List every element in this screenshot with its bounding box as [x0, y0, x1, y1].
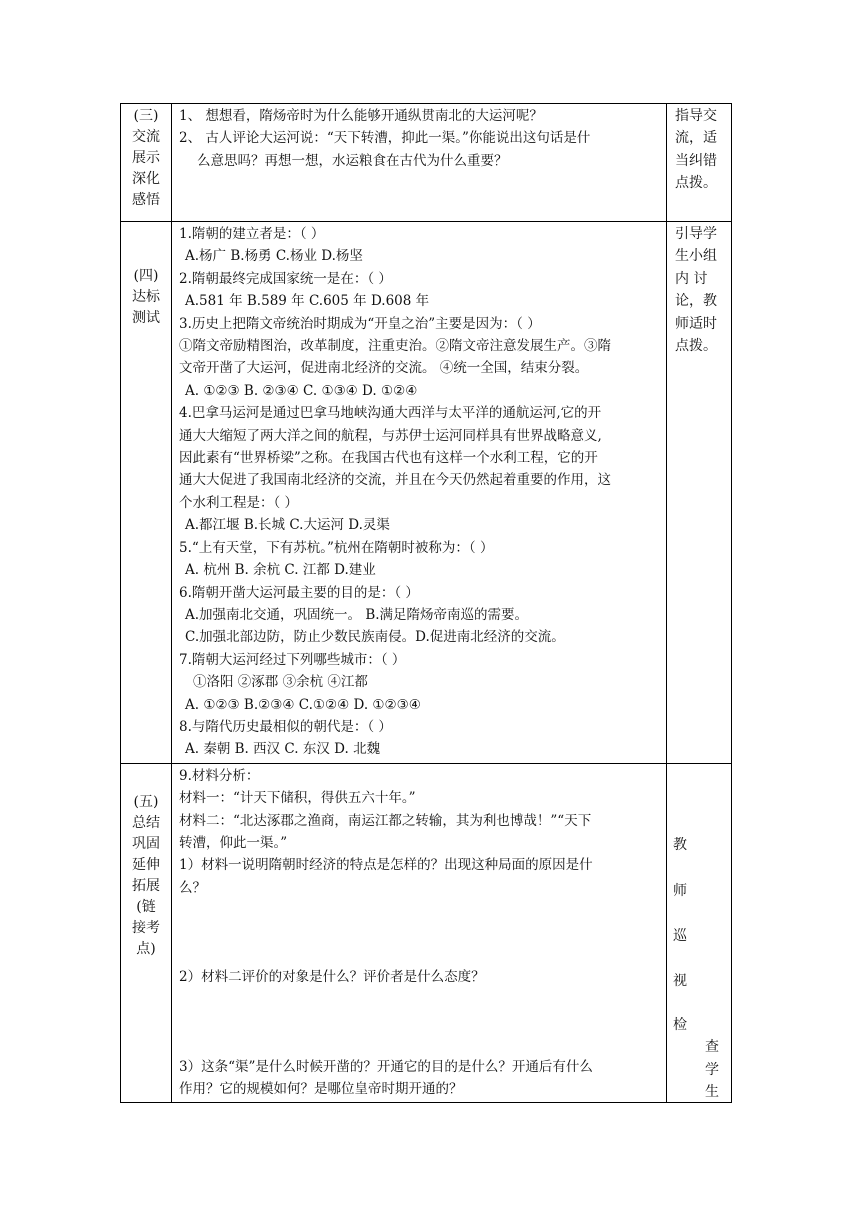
stage-line: 延伸	[132, 856, 160, 873]
stage-line: 接考	[132, 919, 160, 936]
teacher-note-cell	[667, 763, 732, 1103]
section-3-row	[121, 104, 732, 222]
question-line: 3.历史上把隋文帝统治时期成为“开皇之治”主要是因为：（ ）	[179, 315, 541, 332]
question-line: 4.巴拿马运河是通过巴拿马地峡沟通大西洋与太平洋的通航运河,它的开	[179, 405, 602, 422]
note-char: 巡	[673, 927, 687, 944]
answer-space	[179, 989, 662, 1056]
content-cell	[172, 222, 667, 764]
material-line: 材料一：“计天下储积，得供五六十年。”	[179, 790, 416, 807]
question-line: 通大大缩短了两大洋之间的航程，与苏伊士运河同样具有世界战略意义,	[179, 427, 602, 444]
stage-line: 拓展	[132, 877, 160, 894]
note-char: 教	[673, 836, 687, 853]
stage-line: 达标	[132, 289, 160, 305]
question-line: 6.隋朝开凿大运河最主要的目的是：（ ）	[179, 584, 419, 601]
stage-cell	[121, 763, 172, 1103]
note-char: 检	[673, 1016, 687, 1033]
question-line: 2.隋朝最终完成国家统一是在：（ ）	[179, 270, 392, 287]
stage-line: (四)	[133, 268, 159, 284]
stage-line: 深化	[132, 171, 160, 187]
stage-line: (三)	[133, 108, 159, 124]
stage-line: 巩固	[132, 835, 160, 852]
question-line: 5.“上有天堂，下有苏杭。”杭州在隋朝时被称为：（ ）	[179, 539, 494, 556]
stage-cell	[121, 104, 172, 222]
question-line: 9.材料分析：	[179, 767, 260, 784]
stage-line: 感悟	[132, 192, 160, 208]
option-line: A.581 年 B.589 年 C.605 年 D.608 年	[185, 293, 430, 310]
question-line: 7.隋朝大运河经过下列哪些城市：（ ）	[179, 651, 406, 668]
question-line: 3）这条“渠”是什么时候开凿的？开通它的目的是什么？开通后有什么	[179, 1058, 593, 1075]
stage-line: 展示	[132, 150, 160, 166]
question-line: 2）材料二评价的对象是什么？评价者是什么态度？	[179, 969, 485, 986]
stage-cell	[121, 222, 172, 764]
material-line: 转漕，仰此一渠。”	[179, 834, 288, 851]
question-line: 8.与隋代历史最相似的朝代是：（ ）	[179, 718, 392, 735]
question-line: 2、 古人评论大运河说：“天下转漕，抑此一渠。”你能说出这句话是什	[179, 130, 591, 147]
question-line: 1、 想想看，隋炀帝时为什么能够开通纵贯南北的大运河呢？	[179, 108, 543, 124]
section-5-row	[121, 763, 732, 1103]
option-line: A.加强南北交通，巩固统一。 B.满足隋炀帝南巡的需要。	[185, 606, 529, 623]
note-line: 点拨。	[675, 338, 717, 355]
option-line: A. ①②③ B. ②③④ C. ①③④ D. ①②④	[185, 382, 418, 399]
note-line: 内 讨	[675, 270, 708, 287]
option-line: A. 杭州 B. 余杭 C. 江都 D.建业	[185, 562, 376, 579]
note-char: 视	[673, 972, 687, 989]
note-line: 点拨。	[675, 175, 717, 192]
teacher-note-cell	[667, 222, 732, 764]
question-line: 1）材料一说明隋朝时经济的特点是怎样的？出现这种局面的原因是什	[179, 857, 593, 874]
question-line: 文帝开凿了大运河，促进南北经济的交流。 ④统一全国，结束分裂。	[179, 360, 589, 377]
content-cell	[172, 104, 667, 222]
note-line: 生小组	[675, 248, 717, 265]
stage-line: 总结	[132, 814, 160, 831]
note-line: 当纠错	[675, 152, 717, 169]
option-line: C.加强北部边防，防止少数民族南侵。D.促进南北经济的交流。	[185, 629, 565, 646]
note-line: 引导学	[675, 226, 717, 242]
option-line: A.都江堰 B.长城 C.大运河 D.灵渠	[185, 517, 390, 534]
option-line: A. 秦朝 B. 西汉 C. 东汉 D. 北魏	[185, 741, 381, 758]
stage-line: (链	[136, 898, 156, 915]
question-line: 么意思吗？再想一想，水运粮食在古代为什么重要？	[197, 152, 508, 169]
question-line: 作用？它的规模如何？是哪位皇帝时期开通的？	[179, 1081, 463, 1097]
note-char: 学	[705, 1061, 719, 1078]
stage-line: 点)	[136, 940, 156, 957]
question-line: 个水利工程是：（ ）	[179, 494, 299, 511]
note-char: 查	[705, 1038, 719, 1055]
note-line: 指导交	[675, 108, 717, 124]
question-line: 通大大促进了我国南北经济的交流，并且在今天仍然起着重要的作用，这	[179, 472, 611, 489]
section-4-row	[121, 222, 732, 764]
content-cell	[172, 763, 667, 1103]
answer-space	[179, 899, 662, 966]
stage-line: 交流	[132, 129, 160, 145]
note-char: 生	[705, 1083, 719, 1100]
note-line: 师适时	[675, 315, 717, 332]
stage-line: 测试	[132, 310, 160, 326]
option-line: ①洛阳 ②涿郡 ③余杭 ④江都	[193, 674, 368, 691]
option-line: A.杨广 B.杨勇 C.杨业 D.杨坚	[185, 248, 363, 265]
note-line: 流，适	[675, 130, 717, 147]
question-line: 1.隋朝的建立者是：（ ）	[179, 226, 325, 242]
question-line: 么？	[179, 879, 206, 896]
lesson-plan-table	[120, 103, 732, 1103]
stage-line: (五)	[133, 793, 159, 810]
note-char: 师	[673, 882, 687, 899]
question-line: 因此素有“世界桥梁”之称。在我国古代也有这样一个水利工程，它的开	[179, 450, 598, 467]
note-line: 论，教	[675, 293, 717, 310]
material-line: 材料二：“北达涿郡之渔商，南运江都之转输，其为利也博哉！”“天下	[179, 812, 592, 829]
teacher-note-cell	[667, 104, 732, 222]
option-line: A. ①②③ B.②③④ C.①②④ D. ①②③④	[185, 696, 421, 713]
question-line: ①隋文帝励精图治，改革制度，注重吏治。②隋文帝注意发展生产。③隋	[179, 338, 611, 355]
